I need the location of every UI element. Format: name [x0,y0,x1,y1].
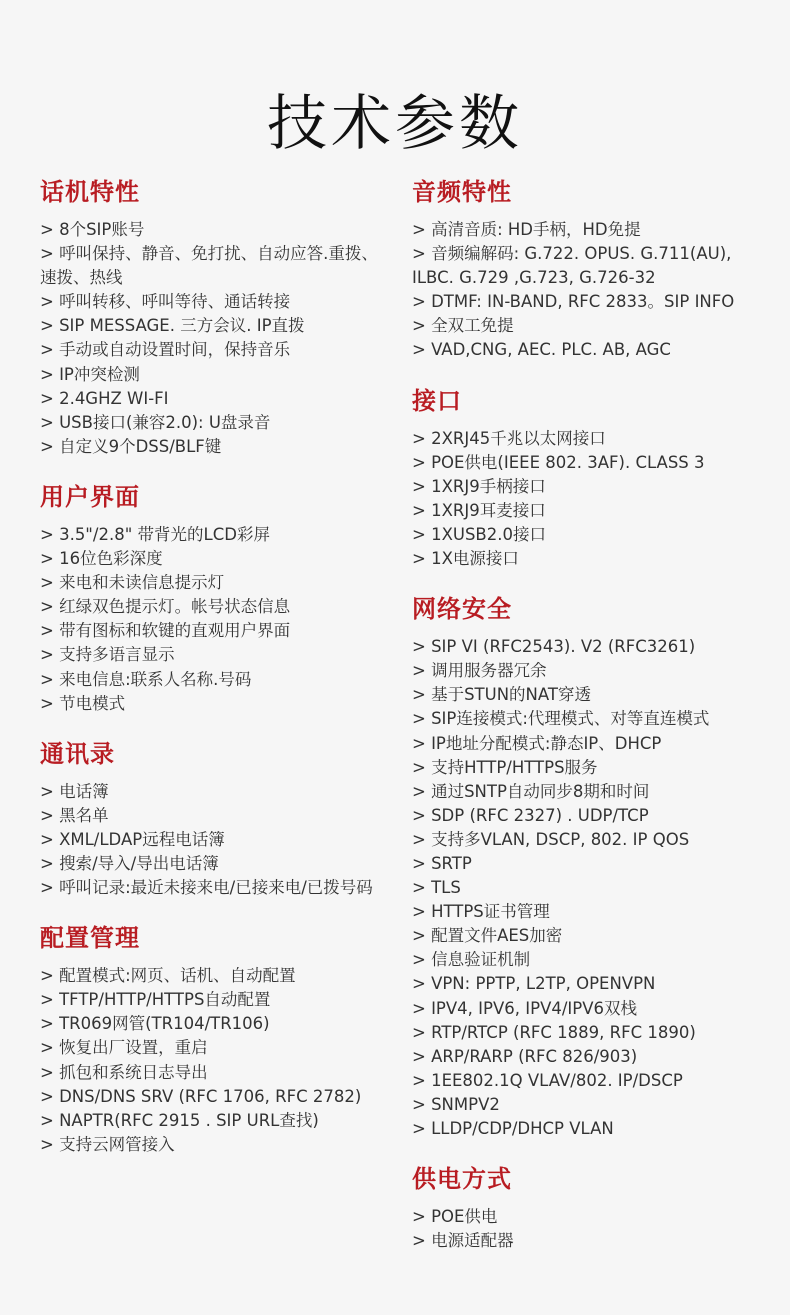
list-item: > 支持云网管接入 [40,1134,175,1154]
section-title: 配置管理 [40,924,140,953]
list-item: > 支持多VLAN, DSCP, 802. IP QOS [412,829,690,849]
section-audio-features [412,172,762,363]
list-item: > 恢复出厂设置，重启 [40,1038,208,1058]
list-item: > 电话簿 [40,781,109,801]
section-title: 音频特性 [412,178,512,206]
list-item: > 电源适配器 [412,1231,514,1251]
list-item: > HTTPS证书管理 [412,902,550,922]
list-item: > 1XUSB2.0接口 [412,524,546,544]
list-item: > 配置模式:网页、话机、自动配置 [40,966,296,986]
list-item: > DTMF: IN-BAND, RFC 2833。SIP INFO [412,292,735,312]
list-item: > 手动或自动设置时间，保持音乐 [40,340,291,360]
section-phone-features [40,172,380,459]
section-user-interface [40,477,380,716]
list-item: > USB接口(兼容2.0): U盘录音 [40,412,271,432]
list-item: > 2.4GHZ WI-FI [40,388,169,408]
list-item: > 音频编解码: G.722. OPUS. G.711(AU), ILBC. G.729 ,G.723, G.726-32 [412,244,732,288]
list-item: > 信息验证机制 [412,950,531,970]
section-power-supply [412,1159,762,1253]
list-item: > 抓包和系统日志导出 [40,1062,208,1082]
list-item: > 1XRJ9手柄接口 [412,476,546,496]
list-item: > 1X电源接口 [412,549,519,569]
list-item: > TR069网管(TR104/TR106) [40,1014,270,1034]
list-item: > SIP MESSAGE. 三方会议. IP直拨 [40,316,305,336]
list-item: > DNS/DNS SRV (RFC 1706, RFC 2782) [40,1086,362,1106]
list-item: > IP地址分配模式:静态IP、DHCP [412,733,662,753]
list-item: > VAD,CNG, AEC. PLC. AB, AGC [412,340,671,360]
list-item: > 节电模式 [40,693,126,713]
list-item: > 调用服务器冗余 [412,661,547,681]
section-title: 网络安全 [412,595,512,624]
list-item: > 来电和未读信息提示灯 [40,573,225,593]
list-item: > SRTP [412,853,472,873]
list-item: > 配置文件AES加密 [412,926,563,946]
list-item: > 来电信息:联系人名称.号码 [40,669,252,689]
left-column [40,172,380,1175]
list-item: > 黑名单 [40,805,109,825]
list-item: > POE供电(IEEE 802. 3AF). CLASS 3 [412,452,705,472]
list-item: > 呼叫记录:最近未接来电/已接来电/已拨号码 [40,878,373,898]
list-item: > 高清音质: HD手柄，HD免提 [412,220,641,239]
list-item: > 自定义9个DSS/BLF键 [40,436,222,456]
section-title: 接口 [412,386,462,415]
section-title: 话机特性 [40,178,140,206]
list-item: > 支持HTTP/HTTPS服务 [412,757,598,777]
list-item: > 支持多语言显示 [40,645,175,665]
list-item: > SIP VI (RFC2543). V2 (RFC3261) [412,637,696,657]
section-network-security [412,589,762,1141]
list-item: > IP冲突检测 [40,364,140,384]
list-item: > ARP/RARP (RFC 826/903) [412,1046,638,1066]
list-item: > 1EE802.1Q VLAV/802. IP/DSCP [412,1070,683,1090]
list-item: > TFTP/HTTP/HTTPS自动配置 [40,990,271,1010]
list-item: > LLDP/CDP/DHCP VLAN [412,1119,614,1138]
list-item: > 呼叫保持、静音、免打扰、自动应答.重拨、速拨、热线 [40,244,378,288]
list-item: > SDP (RFC 2327) . UDP/TCP [412,805,649,825]
list-item: > NAPTR(RFC 2915 . SIP URL查找) [40,1110,319,1130]
right-column [412,172,762,1271]
list-item: > 3.5"/2.8" 带背光的LCD彩屏 [40,524,270,544]
list-item: > POE供电 [412,1207,498,1227]
section-title: 通讯录 [40,739,115,768]
page-title: 技术参数 [267,89,523,160]
list-item: > VPN: PPTP, L2TP, OPENVPN [412,974,656,994]
list-item: > 1XRJ9耳麦接口 [412,500,546,520]
list-item: > 带有图标和软键的直观用户界面 [40,621,291,641]
section-config-management [40,918,380,1157]
list-item: > 2XRJ45千兆以太网接口 [412,428,606,448]
list-item: > 8个SIP账号 [40,220,145,239]
list-item: > 搜索/导入/导出电话簿 [40,853,219,873]
section-interfaces [412,381,762,572]
list-item: > 全双工免提 [412,316,514,336]
section-phonebook [40,734,380,900]
section-title: 用户界面 [40,482,140,511]
list-item: > 红绿双色提示灯。帐号状态信息 [40,597,291,617]
list-item: > 通过SNTP自动同步8期和时间 [412,781,650,801]
section-title: 供电方式 [412,1165,512,1194]
list-item: > 呼叫转移、呼叫等待、通话转接 [40,292,291,312]
list-item: > RTP/RTCP (RFC 1889, RFC 1890) [412,1022,696,1042]
list-item: > 16位色彩深度 [40,549,163,569]
list-item: > TLS [412,878,461,898]
list-item: > 基于STUN的NAT穿透 [412,685,591,705]
list-item: > SIP连接模式:代理模式、对等直连模式 [412,709,710,729]
list-item: > IPV4, IPV6, IPV4/IPV6双栈 [412,998,638,1018]
list-item: > SNMPV2 [412,1094,500,1114]
list-item: > XML/LDAP远程电话簿 [40,829,225,849]
